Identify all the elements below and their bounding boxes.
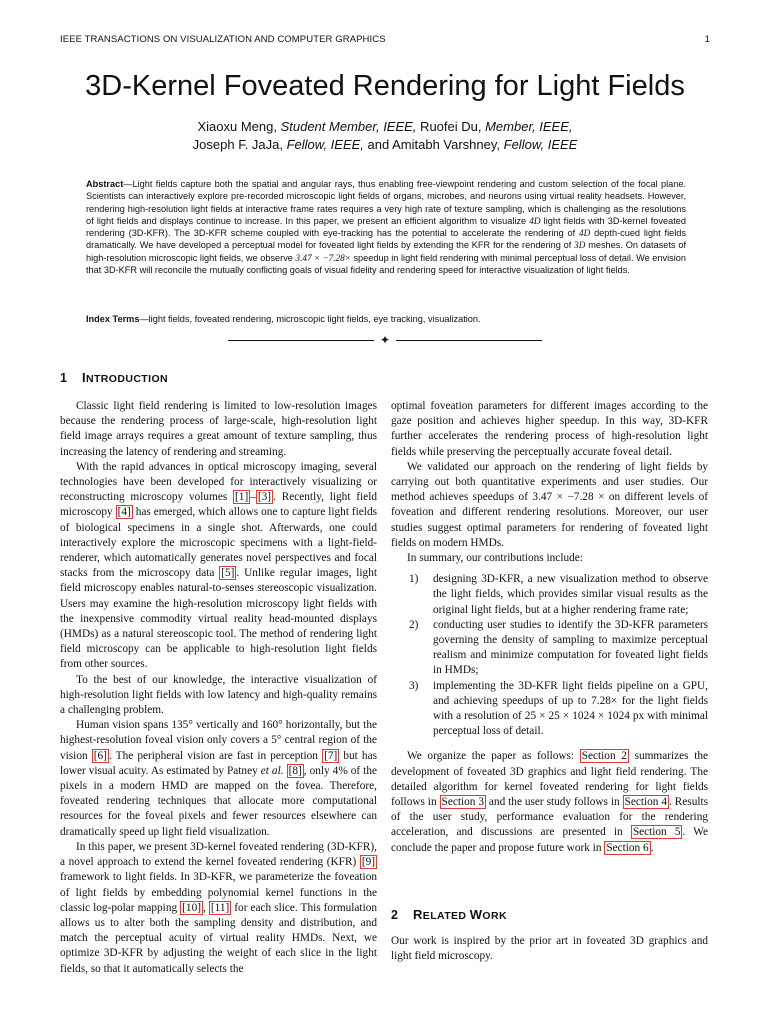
author-line-2 <box>60 136 710 154</box>
list-item-text: implementing the 3D-KFR light fields pipeline on a GPU, and achieving speedups of up to 7.28× for the light fields with a resolution of 25 × 25 × 1024 × 1024 px with minimal perceptual loss of detail. <box>433 679 708 738</box>
abstract-text: meshes. On datasets of high-resolution microscopic light fields, we observe <box>86 240 686 263</box>
author-affiliation: Fellow, IEEE, <box>286 137 364 152</box>
heading-smallcaps: ORK <box>482 910 507 922</box>
paragraph <box>391 749 708 855</box>
spacer <box>391 739 708 749</box>
math-inline: 3.47 × −7.28× <box>295 252 351 263</box>
citation-link[interactable]: [8] <box>288 764 302 777</box>
paragraph-text: With the rapid advances in optical microscopy imaging, several technologies have been developed for interactively visualizing or reconstructing microscopy volumes <box>60 460 377 504</box>
left-column <box>60 399 377 977</box>
paragraph-text: . <box>650 841 654 854</box>
paragraph <box>60 460 377 673</box>
paper-title: 3D-Kernel Foveated Rendering for Light Fields <box>85 70 685 102</box>
separator-diamond-icon: ✦ <box>379 333 391 347</box>
abstract-label: Abstract <box>86 179 124 189</box>
heading-initial: I <box>82 370 87 385</box>
paragraph-text: for each slice. This formulation allows us to alter both the sampling density and distribution, and match the perceptual acuity of virtual reality HMDs. Next, we optimize 3D-KFR by adjusting the weight of each slice in the light fields, so that it automatically selects the <box>60 901 377 975</box>
paragraph-text: We organize the paper as follows: <box>407 750 580 763</box>
running-head <box>60 34 710 48</box>
paragraph-text: has emerged, which allows one to capture light fields of biological specimens in a single shot. Afterwards, one could interactively explore the microscopic specimens with a light-field-renderer, which automatically generates novel perspectives and focal stacks from the microscopy data <box>60 506 377 580</box>
math-inline: 4D <box>529 215 541 226</box>
section-link[interactable]: Section 5 <box>632 826 681 839</box>
index-terms <box>86 313 686 325</box>
abstract-text: —Light fields capture both the spatial and angular rays, thus enabling free-viewpoint rendering and custom selection of the focal plane. Scientists can interactively explore pre-recorded microscopic light fields of organs, microbes, and neurons using virtual reality headsets. However, rendering high-resolution light fields at interactive frame rates requires a very high rate of texture sampling, which is challenging as the resolutions of light fields and displays continue to increase. In this paper, we present an efficient algorithm to visualize <box>86 179 686 226</box>
paragraph-text: . Recently, light field microscopy <box>60 491 377 519</box>
paragraph <box>60 718 377 840</box>
citation-link[interactable]: [5] <box>221 567 235 580</box>
section-link[interactable]: Section 6 <box>606 841 649 854</box>
index-terms-text: —light fields, foveated rendering, microscopic light fields, eye tracking, visualization. <box>139 314 481 324</box>
list-item <box>391 679 708 740</box>
paragraph-text: . Unlike regular images, light field microscopy enables natural-to-senses stereoscopic visualization. Users may examine the high-resolution microscopy light fields with the inexpensive commodity virtual reality head-mounted displays (HMDs) as a natural stereoscopic tool. The method of rendering light field microscopy can be applicable to high-resolution light fields from other sources. <box>60 567 377 671</box>
paragraph-text: . The peripheral vision are fast in perception <box>108 749 323 762</box>
paragraph: To the best of our knowledge, the interactive visualization of high-resolution light fields with low latency and high-quality remains a challenging problem. <box>60 673 377 717</box>
et-al: et al. <box>260 764 284 777</box>
citation-link[interactable]: [7] <box>324 749 338 762</box>
paragraph-text: – <box>250 491 256 504</box>
list-marker: 2) <box>409 618 419 631</box>
list-item-text: designing 3D-KFR, a new visualization method to observe the light fields, which provides similar visual results as the original light fields, but at a higher rendering frame rate; <box>433 573 708 616</box>
paragraph: optimal foveation parameters for different images according to the gaze position and achieves higher speedup. In this way, 3D-KFR further accelerates the rendering process of high-resolution light fields while preserving the perceptually accurate foveal detail. <box>391 400 708 458</box>
list-item <box>391 572 708 618</box>
separator-line <box>396 340 542 341</box>
section-number: 1 <box>60 371 68 385</box>
citation-link[interactable]: [9] <box>361 856 375 869</box>
author-affiliation: Student Member, IEEE, <box>280 119 417 134</box>
paragraph-text: and the user study follows in <box>486 796 623 809</box>
paragraph-text: In this paper, we present 3D-kernel foveated rendering (3D-KFR), a novel approach to extend the kernel foveated rendering (KFR) <box>60 840 377 869</box>
contribution-list <box>391 572 708 739</box>
section-separator <box>228 333 542 347</box>
paragraph: In summary, our contributions include: <box>407 552 583 565</box>
section-heading-related-work <box>391 907 507 922</box>
author-name: Joseph F. JaJa, <box>192 137 287 152</box>
section-link[interactable]: Section 2 <box>581 750 627 763</box>
math-inline: 3D <box>574 240 586 251</box>
list-item-text: conducting user studies to identify the 3D-KFR parameters governing the density of sampling to maximize perceptual realism and minimize computation for foveated light fields in HMDs; <box>433 618 708 677</box>
author-name: Xiaoxu Meng, <box>197 119 281 134</box>
paragraph: We validated our approach on the rendering of light fields by carrying out both quantitative experiments and user studies. Our method achieves speedups of 3.47 × −7.28 × on different levels of foveation and different rendering resolutions. Moreover, our user studies suggest optimal parameters for rendering of foveated light fields on modern HMDs. <box>391 460 708 549</box>
paragraph-text: , <box>202 901 209 914</box>
paragraph-text: framework to light fields. In 3D-KFR, we parameterize the foveation of light fields by embedding polynomial kernel functions in the classic log-polar mapping <box>60 871 377 914</box>
separator-line <box>228 340 374 341</box>
paragraph-text: , only 4% of the pixels in a modern HMD are mapped on the fovea. Therefore, foveated rendering techniques that allocate more computational resources for the foveal pixels and fewer resources elsewhere can dramatically speed up light field visualization. <box>60 764 377 838</box>
author-list <box>60 118 710 154</box>
heading-smallcaps: NTRODUCTION <box>86 373 168 385</box>
citation-link[interactable]: [1] <box>235 491 249 504</box>
section-link[interactable]: Section 4 <box>624 796 668 809</box>
abstract-text: light fields with 3D-kernel foveated rendering (3D-KFR). The 3D-KFR scheme coupled with eye-tracking has the potential to accelerate the rendering of <box>86 215 686 239</box>
page-number: 1 <box>704 34 710 45</box>
paragraph <box>60 840 377 977</box>
author-name: and Amitabh Varshney, <box>363 137 504 152</box>
section-number: 2 <box>391 908 399 922</box>
paragraph-text: Human vision spans 135° vertically and 160° horizontally, but the highest-resolution foveal vision only covers a 5° central region of the vision <box>60 719 377 762</box>
author-affiliation: Member, IEEE, <box>485 119 573 134</box>
right-column <box>391 399 708 856</box>
citation-link[interactable]: [10] <box>182 901 201 914</box>
citation-link[interactable]: [4] <box>117 506 131 519</box>
author-affiliation: Fellow, IEEE <box>503 137 578 152</box>
author-line-1 <box>60 118 710 136</box>
abstract <box>86 178 686 276</box>
list-item <box>391 618 708 679</box>
paragraph-text: . We conclude the paper and propose future work in <box>391 826 709 854</box>
paragraph-text: but has lower visual acuity. As estimated by Patney <box>60 749 377 777</box>
section-heading-introduction <box>60 370 168 385</box>
paragraph: Classic light field rendering is limited to low-resolution images because the rendering process of large-scale, high-resolution light field image arrays requires a great amount of texture sampling, thus increasing the latency of rendering and streaming. <box>60 400 377 458</box>
journal-name: IEEE TRANSACTIONS ON VISUALIZATION AND COMPUTER GRAPHICS <box>60 34 386 45</box>
paragraph-text: summarizes the development of foveated 3D graphics and light field rendering. The detailed algorithm for kernel foveated rendering for light fields follows in <box>391 750 708 809</box>
related-work-text <box>391 934 708 964</box>
abstract-text: depth-cued light fields dramatically. We have developed a perceptual model for foveated light fields by extending the KFR for the rendering of <box>86 228 686 251</box>
citation-link[interactable]: [11] <box>210 901 230 914</box>
list-marker: 1) <box>409 573 419 586</box>
heading-initial: W <box>469 907 483 922</box>
list-marker: 3) <box>409 679 419 692</box>
math-inline: 4D <box>579 228 591 239</box>
paragraph-text: . Results of the user study, performance evaluation for the rendering acceleration, and discussions are presented in <box>391 796 709 839</box>
heading-initial: R <box>413 907 423 922</box>
citation-link[interactable]: [3] <box>257 491 272 504</box>
author-name: Ruofei Du, <box>416 119 486 134</box>
section-link[interactable]: Section 3 <box>441 796 484 809</box>
citation-link[interactable]: [6] <box>93 749 107 762</box>
index-terms-label: Index Terms <box>86 314 140 324</box>
paragraph: Our work is inspired by the prior art in foveated 3D graphics and light field microscopy. <box>391 935 708 963</box>
abstract-text: speedup in light field rendering with minimal perceptual loss of detail. We envision that 3D-KFR will reconcile the mutually conflicting goals of visual fidelity and rendering speed for interactive visualization of light fields. <box>86 252 686 276</box>
heading-smallcaps: ELATED <box>422 910 470 922</box>
